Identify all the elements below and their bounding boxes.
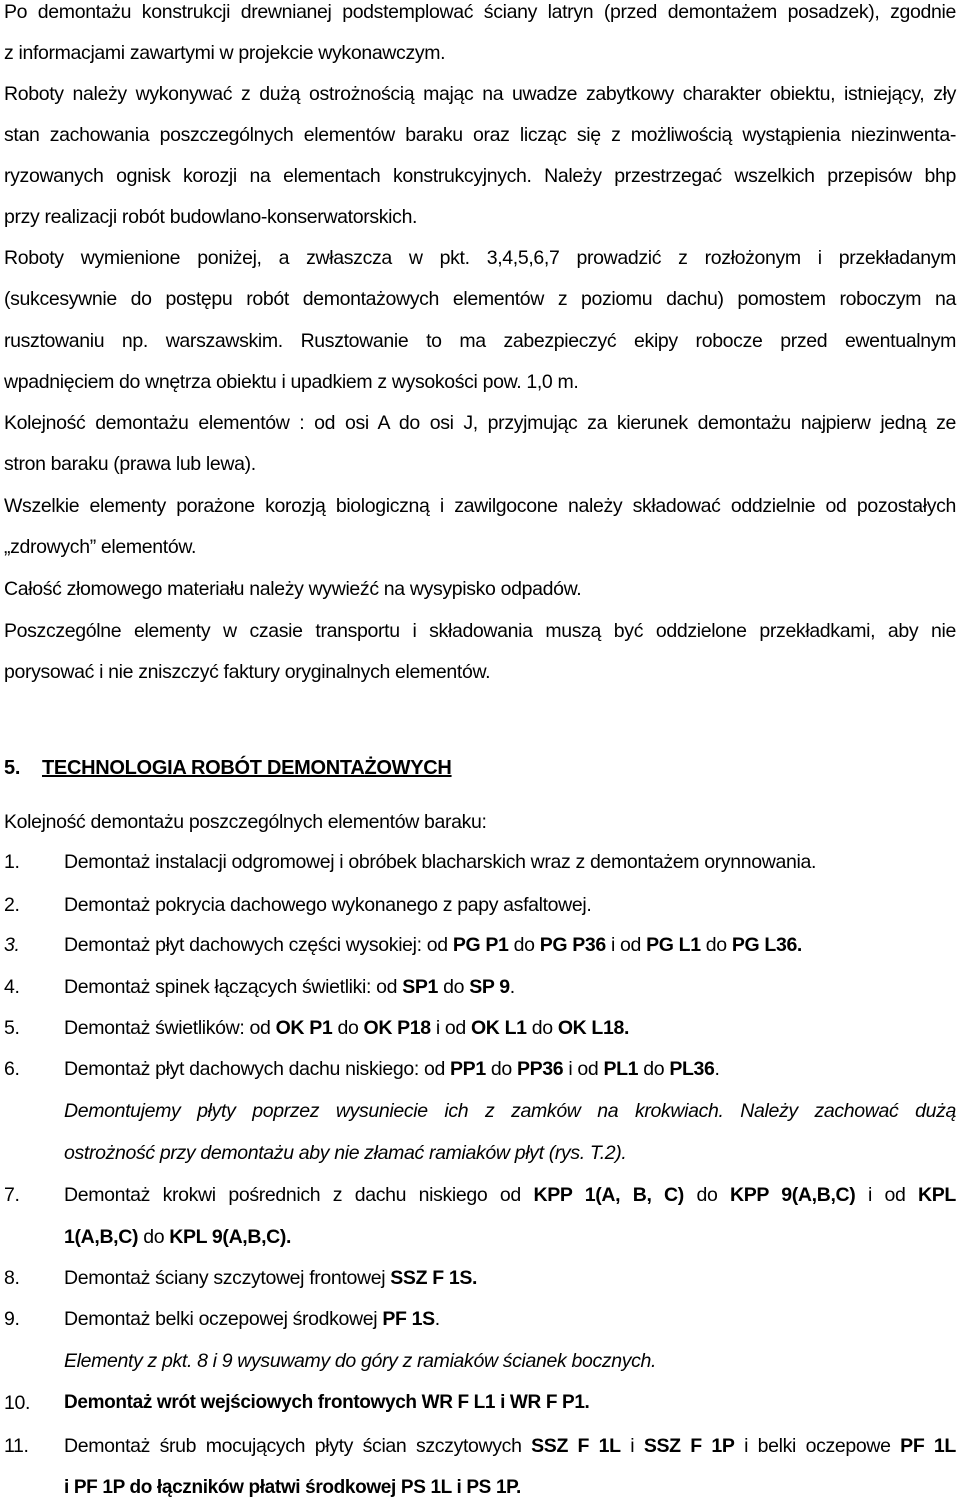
text-run: do: [526, 1017, 558, 1039]
para3-line2: (sukcesywnie do postępu robót demontażowych elementów z poziomu dachu) pomostem roboczym na: [4, 288, 956, 310]
list-item-text: [64, 1307, 440, 1331]
para2-line3: ryzowanych ognisk korozji na elementach konstrukcyjnych. Należy przestrzegać wszelkich przepisów bhp: [4, 165, 956, 187]
list-item-number: 8.: [4, 1267, 20, 1289]
text-run: i od: [605, 934, 647, 956]
item9-note: Elementy z pkt. 8 i 9 wysuwamy do góry z ramiaków ścianek bocznych.: [64, 1350, 657, 1372]
section-title: TECHNOLOGIA ROBÓT DEMONTAŻOWYCH: [42, 757, 452, 779]
para3-line3: rusztowaniu np. warszawskim. Rusztowanie to ma zabezpieczyć ekipy robocze przed ewentualnym: [4, 330, 956, 352]
element-code: SSZ F 1L: [531, 1435, 621, 1457]
para3-line4: wpadnięciem do wnętrza obiektu i upadkiem z wysokości pow. 1,0 m.: [4, 371, 579, 393]
text-run: Demontaż spinek łączących świetliki: od: [64, 976, 403, 998]
list-item-text: Demontaż pokrycia dachowego wykonanego z papy asfaltowej.: [64, 894, 592, 916]
list-item-number: 6.: [4, 1058, 20, 1080]
text-run: Demontaż belki oczepowej środkowej: [64, 1308, 383, 1330]
list-item-text: [64, 1183, 956, 1207]
para4-line1: Kolejność demontażu elementów : od osi A do osi J, przyjmując za kierunek demontażu najpierw jedną ze: [4, 412, 956, 434]
list-item-text: [64, 1016, 629, 1040]
list-item-number: 11.: [4, 1435, 29, 1457]
element-code: OK L18.: [557, 1017, 630, 1039]
section-intro: Kolejność demontażu poszczególnych elementów baraku:: [4, 811, 487, 833]
list-item-number: 10.: [4, 1392, 31, 1414]
element-code: KPP 1(A, B, C): [533, 1184, 684, 1206]
list-item-text: Demontaż instalacji odgromowej i obróbek blacharskich wraz z demontażem orynnowania.: [64, 851, 817, 873]
element-code: OK P18: [363, 1017, 431, 1039]
element-code: KPP 9(A,B,C): [730, 1184, 856, 1206]
list-item-number: 7.: [4, 1184, 20, 1206]
element-code: SP 9: [469, 976, 510, 998]
element-code: OK L1: [470, 1017, 527, 1039]
element-code: PL1: [603, 1058, 639, 1080]
list-item-number: 2.: [4, 894, 20, 916]
text-run: Demontaż świetlików: od: [64, 1017, 276, 1039]
text-run: Demontaż krokwi pośrednich z dachu niskiego od: [64, 1184, 534, 1206]
text-run: i od: [855, 1184, 919, 1206]
text-run: i: [620, 1435, 644, 1457]
element-code: PF 1S: [382, 1308, 435, 1330]
list-item-number: 5.: [4, 1017, 20, 1039]
para7-line2: porysować i nie zniszczyć faktury oryginalnych elementów.: [4, 661, 491, 683]
element-code: PF 1L: [900, 1435, 956, 1457]
list-item-number: 3.: [4, 934, 20, 956]
text-run: do: [332, 1017, 364, 1039]
element-code: PP1: [450, 1058, 486, 1080]
text-run: i od: [430, 1017, 471, 1039]
list-item-number: 1.: [4, 851, 20, 873]
text-run: i belki oczepowe: [734, 1435, 901, 1457]
element-code: PG L36.: [731, 934, 803, 956]
element-code: PG P1: [452, 934, 509, 956]
text-run: i od: [563, 1058, 604, 1080]
item6-note-line2: ostrożność przy demontażu aby nie złamać ramiaków płyt (rys. T.2).: [64, 1142, 627, 1164]
element-code: OK P1: [275, 1017, 333, 1039]
text-run: do: [485, 1058, 517, 1080]
text-run: Demontaż płyt dachowych dachu niskiego: od: [64, 1058, 451, 1080]
text-run: do: [438, 976, 470, 998]
text-run: do: [683, 1184, 731, 1206]
para2-line1: Roboty należy wykonywać z dużą ostrożnością mając na uwadze zabytkowy charakter obiektu, istniejący, zły: [4, 83, 956, 105]
element-code: SSZ F 1S.: [390, 1267, 478, 1289]
element-code: 1(A,B,C): [64, 1226, 139, 1248]
para3-line1: Roboty wymienione poniżej, a zwłaszcza w pkt. 3,4,5,6,7 prowadzić z rozłożonym i przekładanym: [4, 247, 956, 269]
text-run: do: [138, 1226, 170, 1248]
para7-line1: Poszczególne elementy w czasie transportu i składowania muszą być oddzielone przekładkami, aby nie: [4, 620, 956, 642]
text-run: Demontaż ściany szczytowej frontowej: [64, 1267, 391, 1289]
text-run: .: [509, 976, 515, 998]
item6-note-line1: Demontujemy płyty poprzez wysuniecie ich z zamków na krokwiach. Należy zachować dużą: [64, 1100, 956, 1122]
list-item-text-continued: [64, 1225, 291, 1249]
para4-line2: stron baraku (prawa lub lewa).: [4, 453, 256, 475]
text-run: do: [508, 934, 540, 956]
text-run: .: [434, 1308, 440, 1330]
list-item-text: [64, 1057, 720, 1081]
list-item-number: 9.: [4, 1308, 20, 1330]
element-code: KPL 9(A,B,C).: [169, 1226, 292, 1248]
list-item-text: [64, 1266, 477, 1290]
para1-line1: Po demontażu konstrukcji drewnianej podstemplować ściany latryn (przed demontażem posadzek), zgodnie: [4, 1, 956, 23]
para2-line4: przy realizacji robót budowlano-konserwatorskich.: [4, 206, 418, 228]
list-item-text: [64, 1434, 956, 1458]
list-item-text: Demontaż wrót wejściowych frontowych WR F L1 i WR F P1.: [64, 1392, 590, 1413]
text-run: do: [700, 934, 732, 956]
section-heading: [4, 756, 452, 780]
element-code: PL36: [669, 1058, 715, 1080]
list-item-text: [64, 975, 515, 999]
element-code: PP36: [516, 1058, 564, 1080]
list-item-text: [64, 933, 802, 957]
element-code: SSZ F 1P: [643, 1435, 735, 1457]
text-run: .: [714, 1058, 720, 1080]
para6-line1: Całość złomowego materiału należy wywieźć na wysypisko odpadów.: [4, 578, 582, 600]
para2-line2: stan zachowania poszczególnych elementów baraku oraz licząc się z możliwością wystąpienia niezinwenta-: [4, 124, 956, 146]
para5-line2: „zdrowych” elementów.: [4, 536, 197, 558]
list-item-text-continued: i PF 1P do łączników płatwi środkowej PS 1L i PS 1P.: [64, 1477, 521, 1498]
element-code: PG L1: [646, 934, 701, 956]
list-item-number: 4.: [4, 976, 20, 998]
para5-line1: Wszelkie elementy porażone korozją biologiczną i zawilgocone należy składować oddzielnie od pozostałych: [4, 495, 956, 517]
text-run: Demontaż płyt dachowych części wysokiej: od: [64, 934, 453, 956]
section-number: 5.: [4, 757, 21, 779]
element-code: KPL: [918, 1184, 956, 1206]
element-code: SP1: [402, 976, 439, 998]
text-run: Demontaż śrub mocujących płyty ścian szczytowych: [64, 1435, 532, 1457]
text-run: do: [638, 1058, 670, 1080]
element-code: PG P36: [539, 934, 606, 956]
para1-line2: z informacjami zawartymi w projekcie wykonawczym.: [4, 42, 446, 64]
